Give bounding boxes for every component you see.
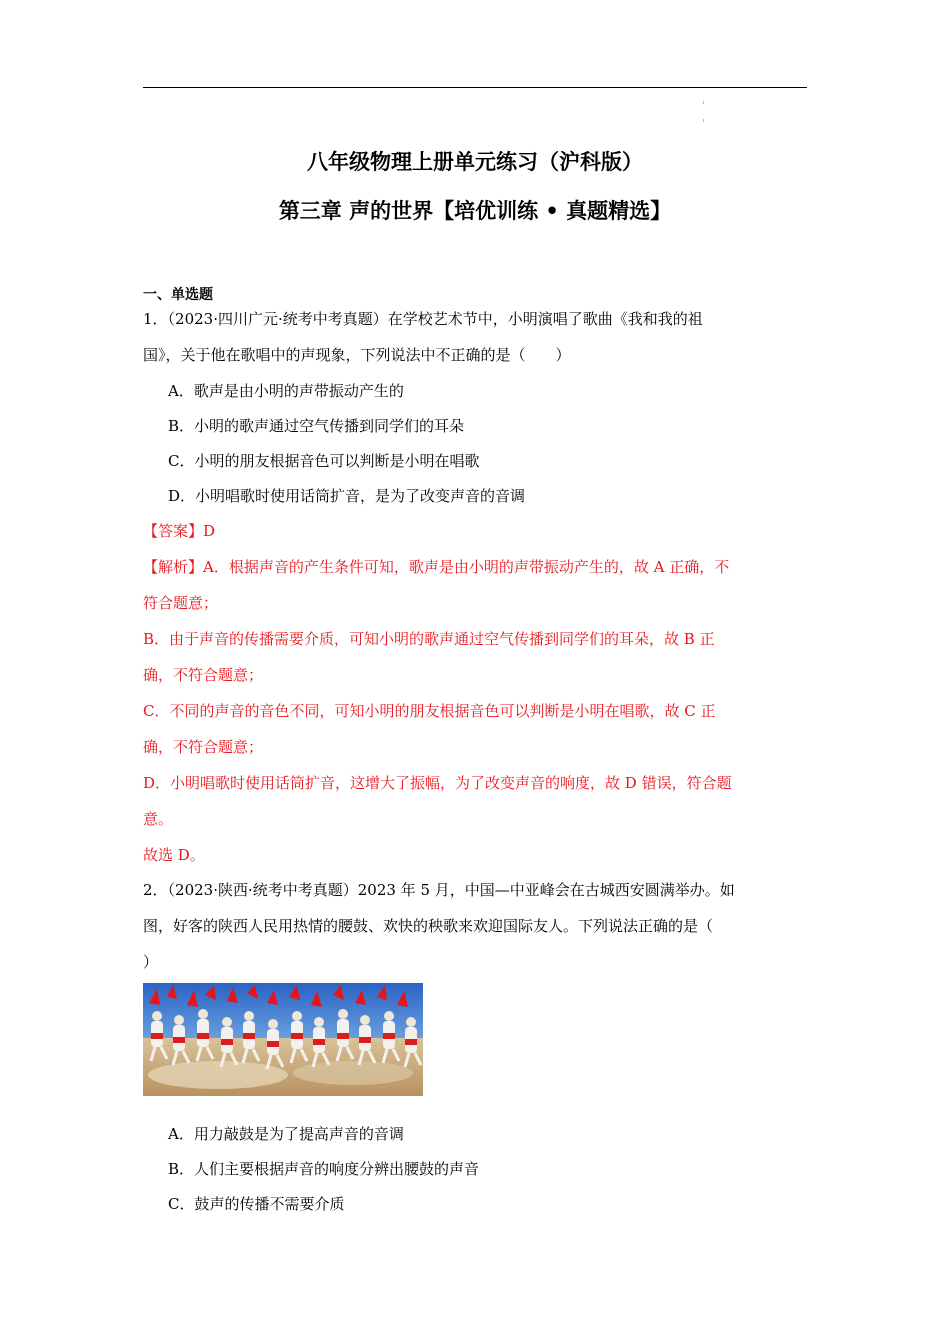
- document-title: 八年级物理上册单元练习（沪科版）: [307, 150, 643, 174]
- q2-stem: 图，好客的陕西人民用热情的腰鼓、欢快的秧歌来欢迎国际友人。下列说法正确的是（: [143, 917, 714, 935]
- q1-conclusion: 故选 D。: [143, 846, 205, 864]
- q2-option-a: A．用力敲鼓是为了提高声音的音调: [168, 1125, 404, 1143]
- q1-stem: 国》，关于他在歌唱中的声现象，下列说法中不正确的是（ ）: [143, 346, 571, 364]
- header-rule: [143, 87, 807, 88]
- q1-analysis-line: B．由于声音的传播需要介质，可知小明的歌声通过空气传播到同学们的耳朵，故 B 正: [143, 630, 715, 648]
- q1-option-b: B．小明的歌声通过空气传播到同学们的耳朵: [168, 417, 465, 435]
- q1-analysis-line: 【解析】A．根据声音的产生条件可知，歌声是由小明的声带振动产生的，故 A 正确，不: [143, 558, 730, 576]
- q1-option-d: D．小明唱歌时使用话筒扩音，是为了改变声音的音调: [168, 487, 526, 505]
- q1-analysis-line: 意。: [143, 810, 174, 828]
- q2-option-c: C．鼓声的传播不需要介质: [168, 1195, 345, 1213]
- q1-stem: 1．（2023·四川广元·统考中考真题）在学校艺术节中，小明演唱了歌曲《我和我的祖: [143, 310, 703, 328]
- q1-option-a: A．歌声是由小明的声带振动产生的: [168, 382, 404, 400]
- corner-mark: [703, 101, 704, 104]
- corner-mark: [703, 119, 704, 122]
- q1-analysis-line: 确，不符合题意；: [143, 738, 264, 756]
- q2-stem: ）: [143, 953, 159, 971]
- section-heading: 一、单选题: [143, 287, 213, 303]
- q2-option-b: B．人们主要根据声音的响度分辨出腰鼓的声音: [168, 1160, 480, 1178]
- q1-option-c: C．小明的朋友根据音色可以判断是小明在唱歌: [168, 452, 480, 470]
- q1-analysis-line: 确，不符合题意；: [143, 666, 264, 684]
- q1-answer: 【答案】D: [143, 522, 216, 540]
- q1-analysis-line: 符合题意；: [143, 594, 219, 612]
- q1-analysis-line: C．不同的声音的音色不同，可知小明的朋友根据音色可以判断是小明在唱歌，故 C 正: [143, 702, 716, 720]
- waist-drum-dance-photo: [143, 983, 423, 1096]
- chapter-title: 第三章 声的世界【培优训练 • 真题精选】: [278, 199, 672, 223]
- q1-analysis-line: D．小明唱歌时使用话筒扩音，这增大了振幅，为了改变声音的响度，故 D 错误，符合题: [143, 774, 732, 792]
- q2-stem: 2．（2023·陕西·统考中考真题）2023 年 5 月，中国—中亚峰会在古城西安圆满举办。如: [143, 881, 735, 899]
